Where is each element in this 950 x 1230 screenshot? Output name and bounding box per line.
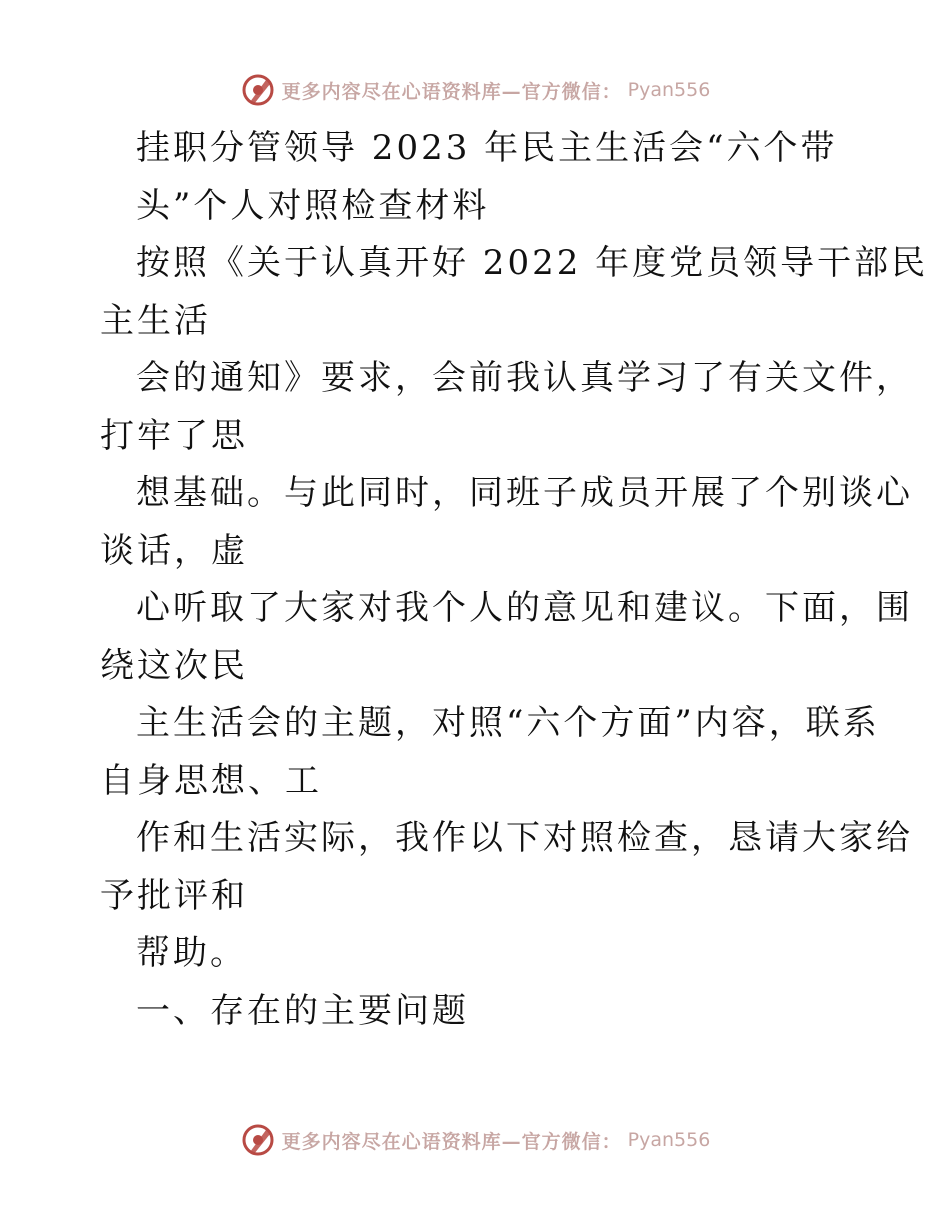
paragraph-line: 绕这次民 (100, 645, 248, 686)
paragraph-line: 予批评和 (100, 875, 248, 916)
pen-logo-icon (240, 1122, 276, 1158)
pen-logo-icon (240, 72, 276, 108)
header-watermark (0, 70, 950, 110)
paragraph-line: 会的通知》要求，会前我认真学习了有关文件， (136, 358, 913, 398)
paragraph-line: 打牢了思 (100, 415, 248, 456)
paragraph-line: 谈话，虚 (100, 530, 248, 571)
footer-watermark (0, 1120, 950, 1160)
paragraph-line: 心听取了大家对我个人的意见和建议。下面，围 (136, 588, 913, 628)
title-line-2: 头”个人对照检查材料 (136, 185, 490, 226)
paragraph-line: 主生活会的主题，对照“六个方面”内容，联系 (136, 703, 880, 743)
paragraph-line: 主生活 (100, 300, 211, 341)
document-body (100, 120, 929, 1040)
paragraph-line: 想基础。与此同时，同班子成员开展了个别谈心 (136, 473, 913, 513)
paragraph-line: 作和生活实际，我作以下对照检查，恳请大家给 (136, 818, 913, 858)
paragraph-line: 自身思想、工 (100, 760, 322, 801)
header-watermark-text: 更多内容尽在心语资料库—官方微信： (281, 80, 622, 103)
section-heading: 一、存在的主要问题 (136, 990, 469, 1031)
title-line-1: 挂职分管领导 2023 年民主生活会“六个带 (136, 128, 838, 168)
paragraph-line: 按照《关于认真开好 2022 年度党员领导干部民 (136, 243, 929, 283)
paragraph-line: 帮助。 (136, 933, 247, 973)
header-wechat-id: Pyan556 (627, 79, 711, 101)
footer-wechat-id: Pyan556 (627, 1129, 711, 1151)
footer-watermark-text: 更多内容尽在心语资料库—官方微信： (281, 1130, 622, 1153)
